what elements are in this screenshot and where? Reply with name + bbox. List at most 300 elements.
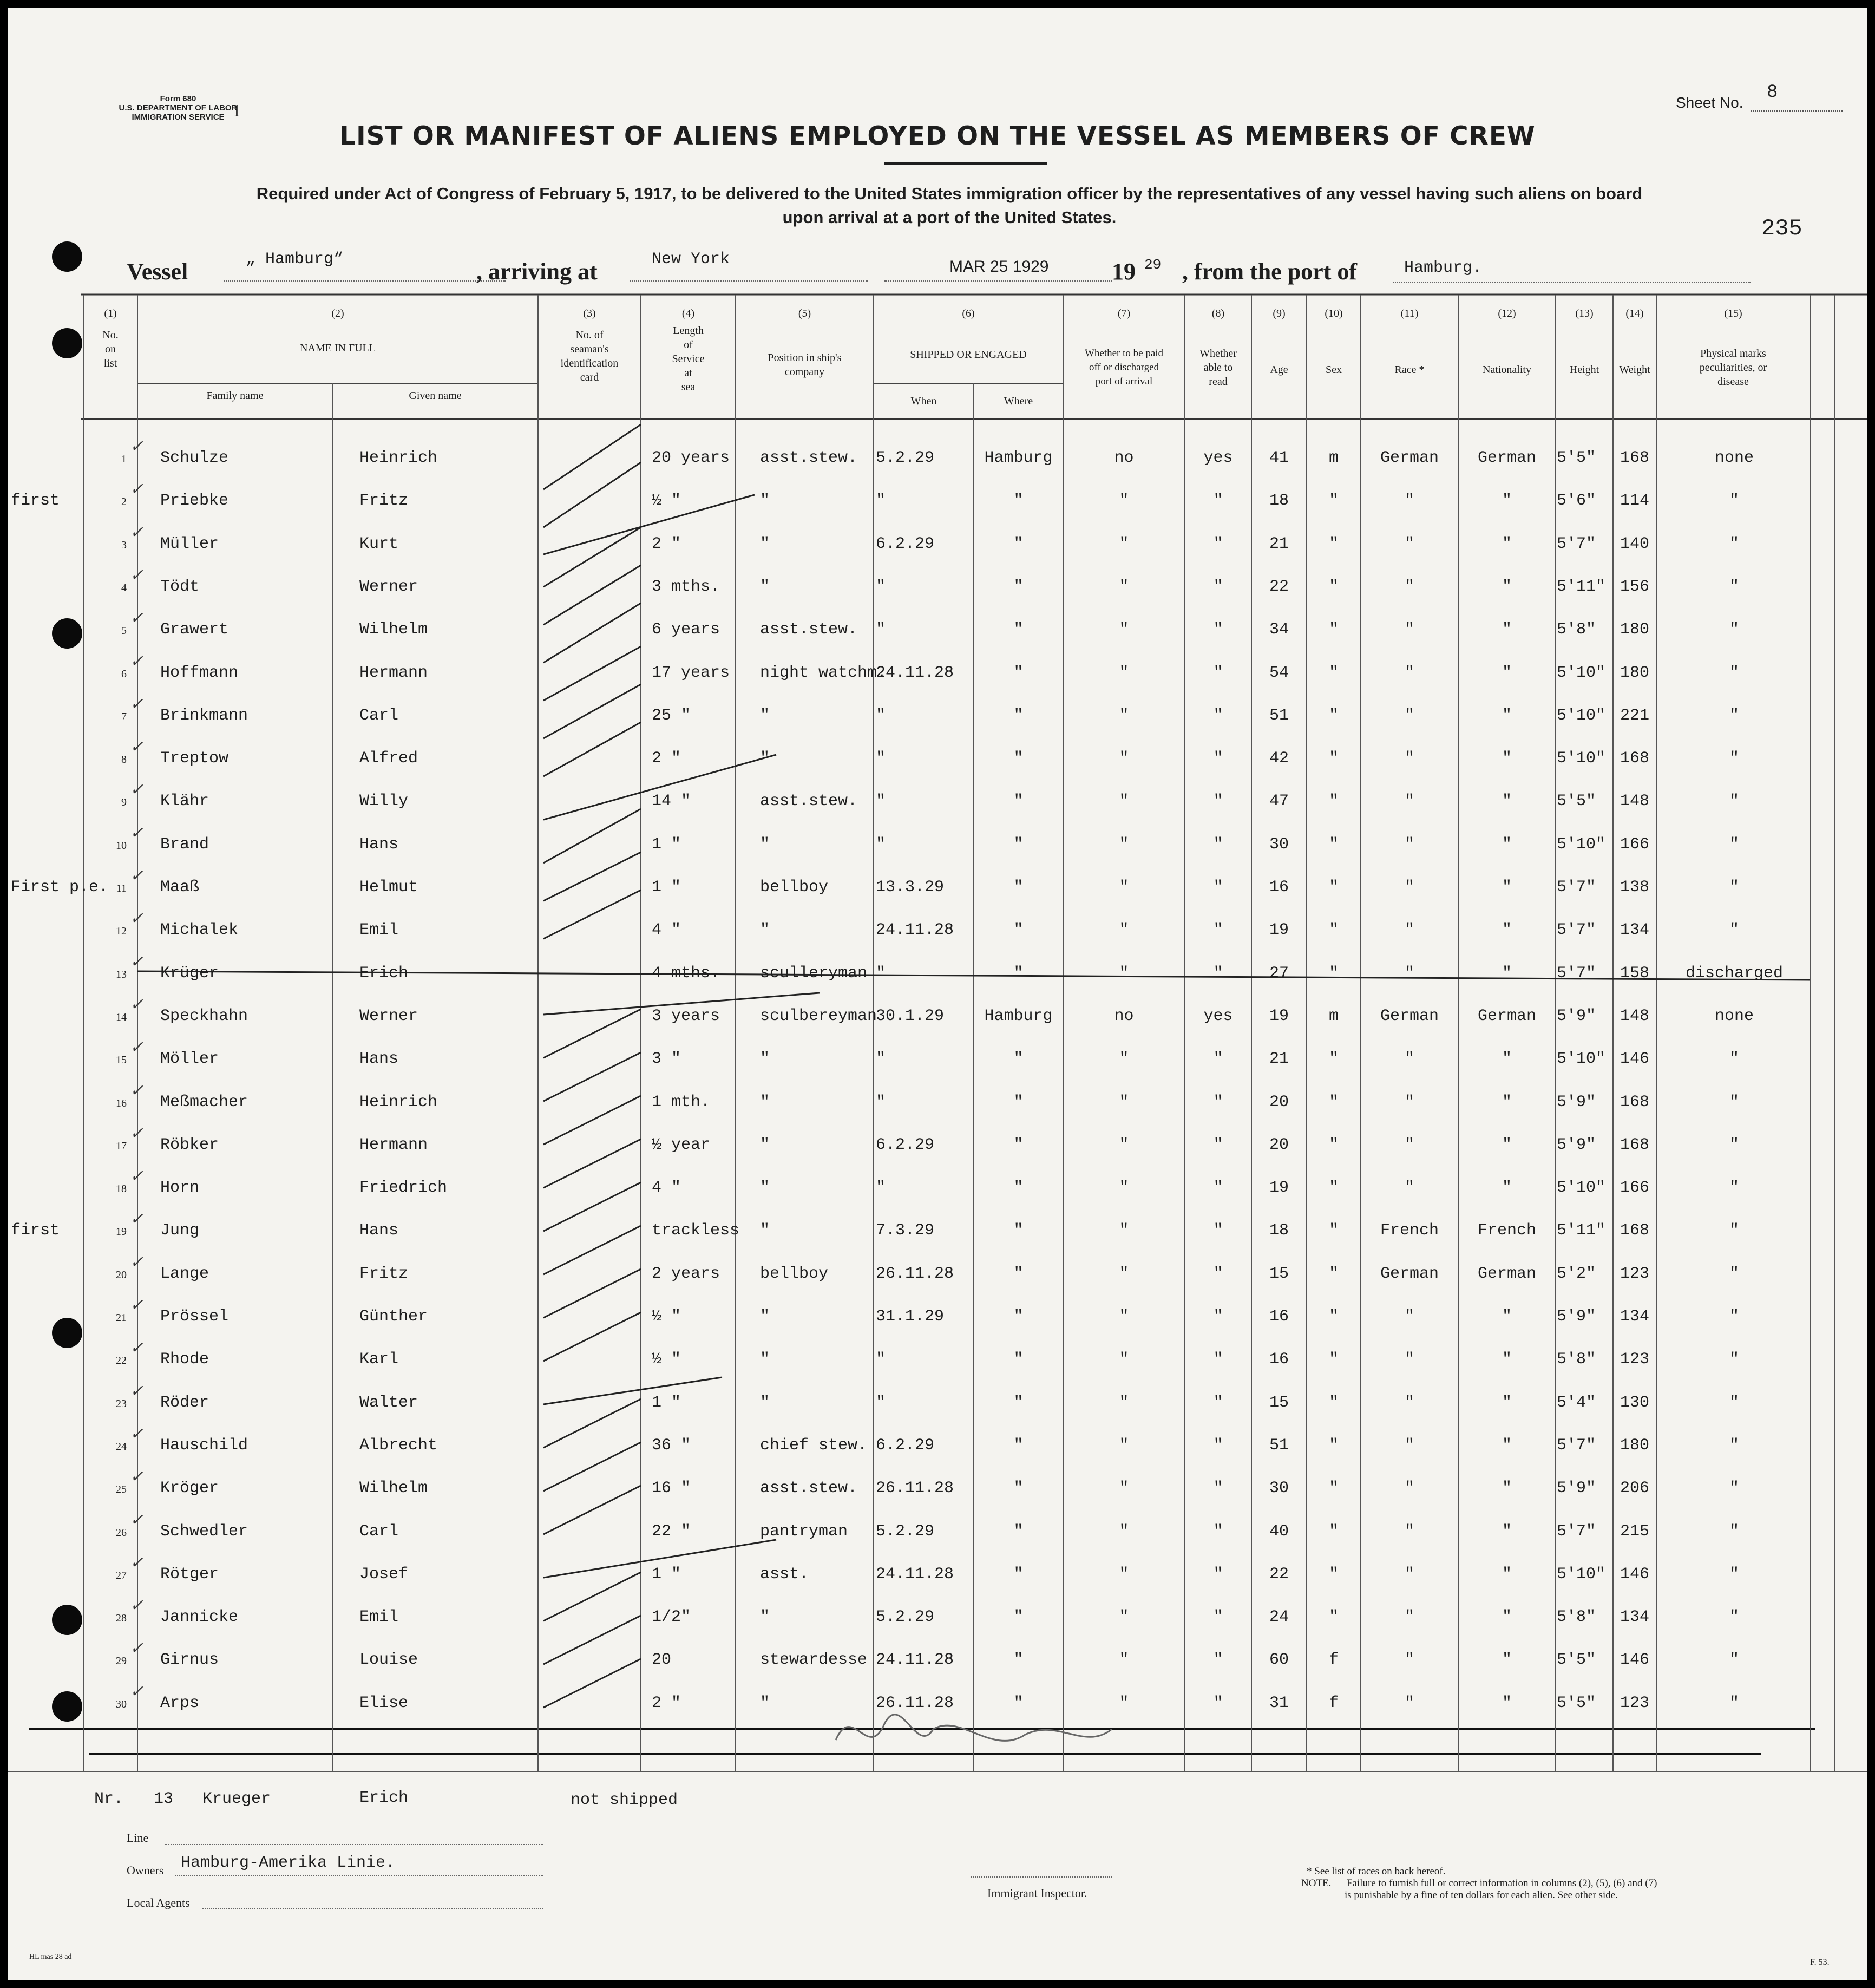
cell-read: " [1213,1436,1223,1455]
cell-family: Hoffmann [160,663,239,682]
cell-age: 16 [1269,1307,1289,1326]
cell-family: Hauschild [160,1436,248,1455]
cell-height: 5'4" [1557,1393,1596,1412]
cell-service: 17 years [652,663,730,682]
cell-race: " [1404,1436,1414,1455]
cell-position: asst.stew. [760,1479,858,1498]
cell-no: 3 [121,539,127,551]
cell-family: Müller [160,534,219,553]
cell-no: 17 [116,1140,127,1152]
check-mark-icon: ✓ [130,737,144,757]
cell-position: " [760,749,770,768]
cell-sex: " [1328,1479,1339,1498]
cell-marks: " [1729,663,1739,682]
cell-no: 11 [116,882,127,894]
cell-read: " [1213,1135,1223,1154]
check-mark-icon: ✓ [130,1167,144,1186]
cell-service: 22 " [652,1522,691,1541]
cell-family: Röder [160,1393,209,1412]
cell-nationality: " [1502,534,1512,553]
cell-race: " [1404,1093,1414,1111]
cell-sex: f [1328,1651,1339,1670]
cell-paid: no [1114,449,1134,467]
cell-position: bellboy [760,878,829,897]
cell-nationality: " [1502,1565,1512,1584]
cell-when: 6.2.29 [876,534,935,553]
cell-height: 5'10" [1557,706,1606,725]
col-4-number: (4) [681,308,695,319]
cell-where: " [1013,1436,1024,1455]
cell-position: sculleryman [760,964,868,983]
manifest-sheet [8,8,1867,1980]
cell-race: " [1404,1693,1414,1712]
cell-given: Louise [359,1651,418,1670]
cell-age: 19 [1269,921,1289,940]
cell-weight: 146 [1620,1565,1649,1584]
cell-race: " [1404,1479,1414,1498]
cell-family: Möller [160,1050,219,1069]
margin-note: First p.e. [11,878,109,897]
cell-when: " [876,1179,886,1198]
cell-position: bellboy [760,1264,829,1283]
margin-note: first [11,492,60,511]
cell-age: 22 [1269,1565,1289,1584]
cell-paid: " [1119,1608,1129,1627]
cell-where: " [1013,749,1024,768]
cell-weight: 148 [1620,792,1649,811]
cell-where: Hamburg [984,1006,1053,1025]
cell-position: " [760,492,770,511]
cell-race: " [1404,706,1414,725]
cell-position: asst.stew. [760,792,858,811]
cell-service: 1 mth. [652,1093,711,1111]
cell-paid: " [1119,835,1129,854]
cell-service: 16 " [652,1479,691,1498]
cell-nationality: " [1502,706,1512,725]
col-9-number: (9) [1273,308,1286,319]
cell-age: 51 [1269,706,1289,725]
cell-height: 5'7" [1557,1436,1596,1455]
cell-height: 5'5" [1557,1693,1596,1712]
cell-marks: " [1729,835,1739,854]
col-6-where-header: Where [1004,395,1033,407]
date-stamp: MAR 25 1929 [949,258,1049,276]
form-number: Form 680 [160,94,196,103]
cell-service: 1 " [652,1565,681,1584]
note-text-1: — Failure to furnish full or correct information in columns (2), (5), (6) and (7) [1334,1878,1657,1889]
col-14-number: (14) [1625,308,1644,319]
cell-marks: " [1729,1479,1739,1498]
cell-paid: " [1119,1050,1129,1069]
cell-when: " [876,492,886,511]
cell-given: Hans [359,1050,399,1069]
cell-where: " [1013,921,1024,940]
form-code: F. 53. [1810,1958,1830,1967]
cell-read: " [1213,1565,1223,1584]
cell-race: German [1380,1264,1439,1283]
cell-service: 3 years [652,1006,720,1025]
cell-nationality: " [1502,835,1512,854]
cell-when: 26.11.28 [876,1479,954,1498]
check-mark-icon: ✓ [130,1038,144,1057]
cell-given: Hans [359,1221,399,1240]
cell-family: Arps [160,1693,200,1712]
print-code: HL mas 28 ad [29,1953,72,1961]
cell-given: Friedrich [359,1179,448,1198]
cell-sex: " [1328,792,1339,811]
cell-height: 5'8" [1557,1608,1596,1627]
cell-race: " [1404,749,1414,768]
cell-race: " [1404,663,1414,682]
cell-position: " [760,534,770,553]
cell-sex: " [1328,1436,1339,1455]
cell-where: " [1013,1693,1024,1712]
cell-height: 5'10" [1557,835,1606,854]
cell-family: Jannicke [160,1608,239,1627]
cell-when: " [876,1050,886,1069]
subtitle-line-2: upon arrival at a port of the United States. [782,208,1117,227]
cell-sex: " [1328,1565,1339,1584]
cell-marks: " [1729,1050,1739,1069]
cell-service: 14 " [652,792,691,811]
cell-nationality: " [1502,1693,1512,1712]
cell-when: 5.2.29 [876,1522,935,1541]
cell-height: 5'10" [1557,1179,1606,1198]
cell-position: " [760,1350,770,1369]
cell-race: " [1404,1608,1414,1627]
cell-paid: " [1119,577,1129,596]
cell-where: " [1013,1307,1024,1326]
cell-height: 5'8" [1557,620,1596,639]
cell-given: Hans [359,835,399,854]
cell-family: Röbker [160,1135,219,1154]
cell-given: Josef [359,1565,409,1584]
cell-given: Hermann [359,663,428,682]
col-7-header: Whether to be paid off or discharged port of arrival [1084,348,1164,387]
cell-nationality: " [1502,749,1512,768]
cell-nationality: " [1502,1436,1512,1455]
cell-position: " [760,1307,770,1326]
cell-sex: " [1328,706,1339,725]
cell-service: 4 " [652,921,681,940]
cell-no: 5 [121,625,127,637]
cell-sex: f [1328,1693,1339,1712]
cell-nationality: " [1502,1093,1512,1111]
cell-service: 20 years [652,449,730,467]
cell-no: 29 [116,1655,127,1667]
check-mark-icon: ✓ [130,780,144,800]
cell-service: 6 years [652,620,720,639]
cell-where: " [1013,620,1024,639]
cell-when: 24.11.28 [876,1565,954,1584]
check-mark-icon: ✓ [130,522,144,542]
cell-read: " [1213,921,1223,940]
cell-nationality: " [1502,964,1512,983]
cell-given: Werner [359,577,418,596]
cell-nationality: " [1502,1608,1512,1627]
cell-family: Priebke [160,492,229,511]
col-8-number: (8) [1211,308,1225,319]
cell-age: 40 [1269,1522,1289,1541]
col-1-header: No. on list [102,329,119,369]
col-6-when-header: When [910,395,937,407]
cell-when: " [876,1093,886,1111]
cell-position: " [760,1135,770,1154]
cell-no: 27 [116,1569,127,1581]
cell-where: " [1013,1179,1024,1198]
cell-family: Maaß [160,878,200,897]
cell-paid: " [1119,1693,1129,1712]
cell-family: Meßmacher [160,1093,248,1111]
col-13-number: (13) [1575,308,1594,319]
col-2-number: (2) [331,308,344,319]
cell-weight: 134 [1620,1608,1649,1627]
cell-height: 5'11" [1557,1221,1606,1240]
cell-sex: " [1328,663,1339,682]
cell-given: Wilhelm [359,620,428,639]
col-10-number: (10) [1325,308,1343,319]
cell-marks: " [1729,1221,1739,1240]
cell-family: Treptow [160,749,229,768]
vessel-label: Vessel [127,258,188,285]
cell-age: 30 [1269,835,1289,854]
cell-no: 20 [116,1268,127,1281]
stamp-number: 235 [1761,215,1802,241]
cell-sex: " [1328,1135,1339,1154]
cell-paid: " [1119,792,1129,811]
col-14-header: Weight [1619,364,1650,376]
cell-nationality: " [1502,1179,1512,1198]
service-name: IMMIGRATION SERVICE [132,113,225,122]
col-12-header: Nationality [1483,364,1531,376]
cell-when: " [876,1393,886,1412]
cell-sex: " [1328,1350,1339,1369]
check-mark-icon: ✓ [130,952,144,971]
cell-read: yes [1203,449,1233,467]
cell-where: " [1013,964,1024,983]
cell-service: 1 " [652,1393,681,1412]
col-2-header: NAME IN FULL [300,342,376,354]
cell-height: 5'7" [1557,964,1596,983]
cell-position: night watchm. [760,663,887,682]
cell-paid: " [1119,706,1129,725]
cell-position: stewardesse [760,1651,868,1670]
cell-nationality: " [1502,577,1512,596]
fine-note-line-1 [1301,1878,1657,1889]
cell-no: 24 [116,1440,127,1453]
cell-marks: " [1729,1565,1739,1584]
cell-service: 2 years [652,1264,720,1283]
cell-paid: " [1119,492,1129,511]
cell-race: German [1380,1006,1439,1025]
check-mark-icon: ✓ [130,1209,144,1229]
cell-given: Fritz [359,1264,409,1283]
cell-read: " [1213,1307,1223,1326]
cell-service: 2 " [652,1693,681,1712]
cell-position: pantryman [760,1522,848,1541]
cell-nationality: " [1502,1393,1512,1412]
cell-weight: 166 [1620,835,1649,854]
check-mark-icon: ✓ [130,480,144,499]
cell-nationality: German [1477,1006,1537,1025]
cell-family: Grawert [160,620,229,639]
cell-when: 7.3.29 [876,1221,935,1240]
cell-position: " [760,1050,770,1069]
col-10-header: Sex [1326,364,1342,376]
cell-no: 21 [116,1312,127,1324]
footer-nr-label: Nr. [94,1790,124,1808]
cell-height: 5'10" [1557,749,1606,768]
cell-marks: " [1729,1393,1739,1412]
cell-weight: 221 [1620,706,1649,725]
cell-family: Horn [160,1179,200,1198]
cell-service: 25 " [652,706,691,725]
cell-no: 15 [116,1054,127,1067]
cell-read: " [1213,1050,1223,1069]
cell-position: " [760,1093,770,1111]
races-note: * See list of races on back hereof. [1307,1866,1446,1877]
page-mark: 1 [232,101,241,120]
cell-race: " [1404,835,1414,854]
cell-nationality: German [1477,1264,1537,1283]
cell-when: " [876,706,886,725]
vessel-name: „ Hamburg“ [246,250,344,269]
cell-height: 5'7" [1557,878,1596,897]
col-13-header: Height [1569,364,1599,376]
check-mark-icon: ✓ [130,1682,144,1701]
col-3-header: No. of seaman's identification card [560,329,619,383]
subtitle-line-1: Required under Act of Congress of February 5, 1917, to be delivered to the United States immigration officer by the representatives of any vessel having such aliens on board [256,184,1643,203]
cell-service: ½ " [652,1350,681,1369]
cell-nationality: " [1502,620,1512,639]
check-mark-icon: ✓ [130,866,144,885]
cell-where: Hamburg [984,449,1053,467]
check-mark-icon: ✓ [130,823,144,842]
cell-sex: " [1328,1221,1339,1240]
cell-sex: " [1328,1307,1339,1326]
department-name: U.S. DEPARTMENT OF LABOR [119,103,238,113]
cell-nationality: " [1502,792,1512,811]
cell-no: 28 [116,1612,127,1625]
cell-position: sculbereyman [760,1006,877,1025]
cell-sex: " [1328,921,1339,940]
check-mark-icon: ✓ [130,1467,144,1487]
cell-service: 1 " [652,835,681,854]
check-mark-icon: ✓ [130,909,144,928]
check-mark-icon: ✓ [130,694,144,714]
cell-age: 34 [1269,620,1289,639]
cell-position: " [760,1179,770,1198]
footer-nr-given: Erich [359,1789,409,1807]
cell-nationality: " [1502,1479,1512,1498]
col-11-number: (11) [1400,308,1419,319]
cell-no: 1 [121,453,127,465]
cell-nationality: " [1502,1350,1512,1369]
cell-race: " [1404,577,1414,596]
cell-race: " [1404,1565,1414,1584]
cell-position: " [760,1221,770,1240]
cell-sex: " [1328,964,1339,983]
check-mark-icon: ✓ [130,1639,144,1658]
cell-no: 26 [116,1526,127,1539]
check-mark-icon: ✓ [130,995,144,1014]
cell-age: 18 [1269,1221,1289,1240]
cell-race: " [1404,1522,1414,1541]
col-15-number: (15) [1724,308,1742,319]
arriving-label: , arriving at [476,258,598,285]
cell-marks: " [1729,1350,1739,1369]
cell-age: 27 [1269,964,1289,983]
cell-no: 25 [116,1483,127,1496]
cell-age: 18 [1269,492,1289,511]
cell-family: Jung [160,1221,200,1240]
cell-weight: 123 [1620,1693,1649,1712]
cell-weight: 168 [1620,1221,1649,1240]
cell-height: 5'2" [1557,1264,1596,1283]
col-5-header: Position in ship's company [768,352,842,378]
check-mark-icon: ✓ [130,437,144,456]
cell-height: 5'7" [1557,534,1596,553]
cell-no: 9 [121,796,127,809]
cell-nationality: " [1502,1522,1512,1541]
cell-no: 14 [116,1011,127,1023]
cell-sex: " [1328,1393,1339,1412]
cell-race: " [1404,878,1414,897]
cell-where: " [1013,1050,1024,1069]
cell-age: 54 [1269,663,1289,682]
cell-age: 20 [1269,1135,1289,1154]
cell-weight: 156 [1620,577,1649,596]
cell-weight: 180 [1620,620,1649,639]
cell-read: yes [1203,1006,1233,1025]
inspector-label: Immigrant Inspector. [987,1886,1087,1900]
cell-paid: no [1114,1006,1134,1025]
check-mark-icon: ✓ [130,609,144,628]
cell-weight: 123 [1620,1264,1649,1283]
cell-height: 5'10" [1557,1565,1606,1584]
cell-read: " [1213,1522,1223,1541]
cell-when: 26.11.28 [876,1693,954,1712]
cell-sex: m [1328,449,1339,467]
cell-sex: " [1328,534,1339,553]
cell-given: Kurt [359,534,399,553]
cell-family: Prössel [160,1307,229,1326]
cell-marks: " [1729,1093,1739,1111]
cell-height: 5'11" [1557,577,1606,596]
cell-read: " [1213,1651,1223,1670]
cell-service: 4 " [652,1179,681,1198]
cell-service: 3 " [652,1050,681,1069]
check-mark-icon: ✓ [130,1123,144,1143]
cell-service: 1/2" [652,1608,691,1627]
sheet-label: Sheet No. [1676,94,1743,111]
col-15-header: Physical marks peculiarities, or disease [1699,348,1767,388]
col-5-number: (5) [798,308,811,319]
inspector-signature-line [971,1876,1112,1878]
cell-paid: " [1119,663,1129,682]
cell-paid: " [1119,534,1129,553]
col-12-number: (12) [1498,308,1516,319]
cell-height: 5'10" [1557,1050,1606,1069]
cell-age: 20 [1269,1093,1289,1111]
cell-paid: " [1119,1436,1129,1455]
cell-height: 5'9" [1557,1307,1596,1326]
col-1-number: (1) [104,308,117,319]
cell-sex: " [1328,577,1339,596]
cell-when: 6.2.29 [876,1436,935,1455]
cell-no: 22 [116,1355,127,1367]
cell-marks: " [1729,792,1739,811]
